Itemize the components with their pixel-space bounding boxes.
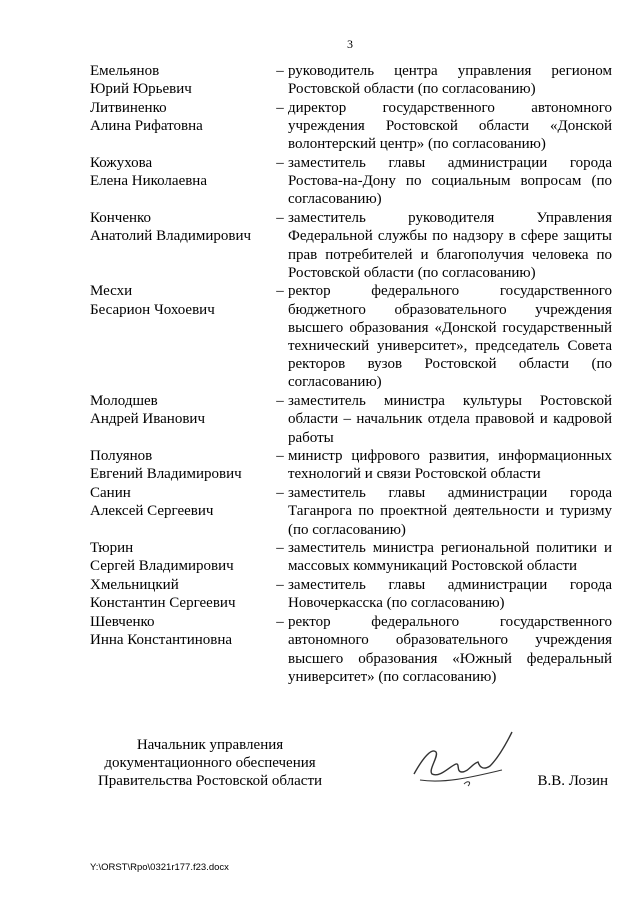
- dash-separator: –: [276, 210, 284, 227]
- member-given-name: Елена Николаевна: [90, 173, 207, 190]
- member-name: [90, 62, 272, 98]
- list-item: [90, 62, 612, 98]
- member-role: заместитель главы администрации города Ростова-на-Дону по социальным вопросам (по согласованию): [288, 155, 612, 208]
- member-name: [90, 484, 272, 539]
- signatory-title-line: Правительства Ростовской области: [97, 773, 323, 790]
- document-file-path: Y:\ORST\Rpo\0321r177.f23.docx: [90, 862, 229, 873]
- member-given-name: Алексей Сергеевич: [90, 503, 214, 520]
- dash-separator: –: [276, 99, 284, 116]
- list-item: [90, 99, 612, 154]
- member-role: руководитель центра управления регионом Ростовской области (по согласованию): [288, 63, 612, 98]
- member-role: заместитель главы администрации города Новочеркасска (по согласованию): [288, 577, 612, 612]
- member-role: ректор федерального государственного автономного образовательного учреждения высшего образования «Южный федеральный университет» (по согласованию): [288, 614, 612, 685]
- members-list: [90, 62, 612, 686]
- list-item: [90, 447, 612, 483]
- signatory-title-line: документационного обеспечения: [104, 755, 316, 772]
- list-item: [90, 539, 612, 575]
- member-role: министр цифрового развития, информационных технологий и связи Ростовской области: [288, 448, 612, 483]
- dash-separator: –: [276, 485, 284, 502]
- member-given-name: Юрий Юрьевич: [90, 81, 192, 98]
- dash-separator: –: [276, 283, 284, 300]
- member-name: [90, 282, 272, 391]
- member-surname: Санин: [90, 485, 131, 502]
- list-item: [90, 209, 612, 282]
- member-role: ректор федерального государственного бюджетного образовательного учреждения высшего образования «Донской государственный технический университет», председатель Совета ректоров вузов Ростовской области (по согласованию): [288, 283, 612, 391]
- list-item: [90, 613, 612, 686]
- signatory-title: [90, 736, 330, 791]
- dash-separator: –: [276, 448, 284, 465]
- list-item: [90, 484, 612, 539]
- member-given-name: Евгений Владимирович: [90, 466, 242, 483]
- dash-separator: –: [276, 614, 284, 631]
- signatory-name: В.В. Лозин: [537, 773, 608, 789]
- member-surname: Кожухова: [90, 155, 153, 172]
- dash-separator: –: [276, 393, 284, 410]
- member-given-name: Сергей Владимирович: [90, 558, 234, 575]
- signature-block: [90, 736, 612, 791]
- list-item: [90, 282, 612, 391]
- member-given-name: Анатолий Владимирович: [90, 228, 252, 245]
- member-surname: Конченко: [90, 210, 152, 227]
- member-role: заместитель главы администрации города Таганрога по проектной деятельности и туризму (по согласованию): [288, 485, 612, 538]
- member-name: [90, 392, 272, 447]
- member-role: директор государственного автономного учреждения Ростовской области «Донской волонтерский центр» (по согласованию): [288, 99, 612, 153]
- member-surname: Емельянов: [90, 63, 160, 79]
- member-name: [90, 154, 272, 209]
- dash-separator: –: [276, 577, 284, 594]
- member-name: [90, 447, 272, 483]
- member-surname: Хмельницкий: [90, 577, 179, 594]
- dash-separator: –: [276, 155, 284, 172]
- member-name: [90, 576, 272, 612]
- list-item: [90, 576, 612, 612]
- member-role: заместитель министра региональной политики и массовых коммуникаций Ростовской области: [288, 540, 612, 575]
- member-name: [90, 209, 272, 282]
- member-surname: Литвиненко: [90, 99, 167, 116]
- dash-separator: –: [276, 63, 284, 79]
- member-given-name: Инна Константиновна: [90, 632, 233, 649]
- signatory-title-line: Начальник управления: [136, 737, 284, 753]
- member-name: [90, 539, 272, 575]
- member-name: [90, 613, 272, 686]
- member-surname: Тюрин: [90, 540, 134, 557]
- handwritten-signature-icon: [406, 726, 518, 796]
- member-given-name: Алина Рифатовна: [90, 118, 203, 135]
- member-given-name: Константин Сергеевич: [90, 595, 236, 612]
- list-item: [90, 154, 612, 209]
- member-given-name: Бесарион Чохоевич: [90, 301, 215, 318]
- dash-separator: –: [276, 540, 284, 557]
- member-name: [90, 99, 272, 154]
- member-surname: Полуянов: [90, 448, 153, 465]
- member-role: заместитель министра культуры Ростовской области – начальник отдела правовой и кадровой работы: [288, 393, 612, 446]
- page-number: 3: [347, 37, 353, 51]
- member-surname: Шевченко: [90, 614, 155, 631]
- list-item: [90, 392, 612, 447]
- member-surname: Молодшев: [90, 393, 158, 410]
- member-surname: Месхи: [90, 283, 133, 300]
- member-given-name: Андрей Иванович: [90, 411, 205, 428]
- member-role: заместитель руководителя Управления Федеральной службы по надзору в сфере защиты прав потребителей и благополучия человека по Ростовской области (по согласованию): [288, 210, 612, 281]
